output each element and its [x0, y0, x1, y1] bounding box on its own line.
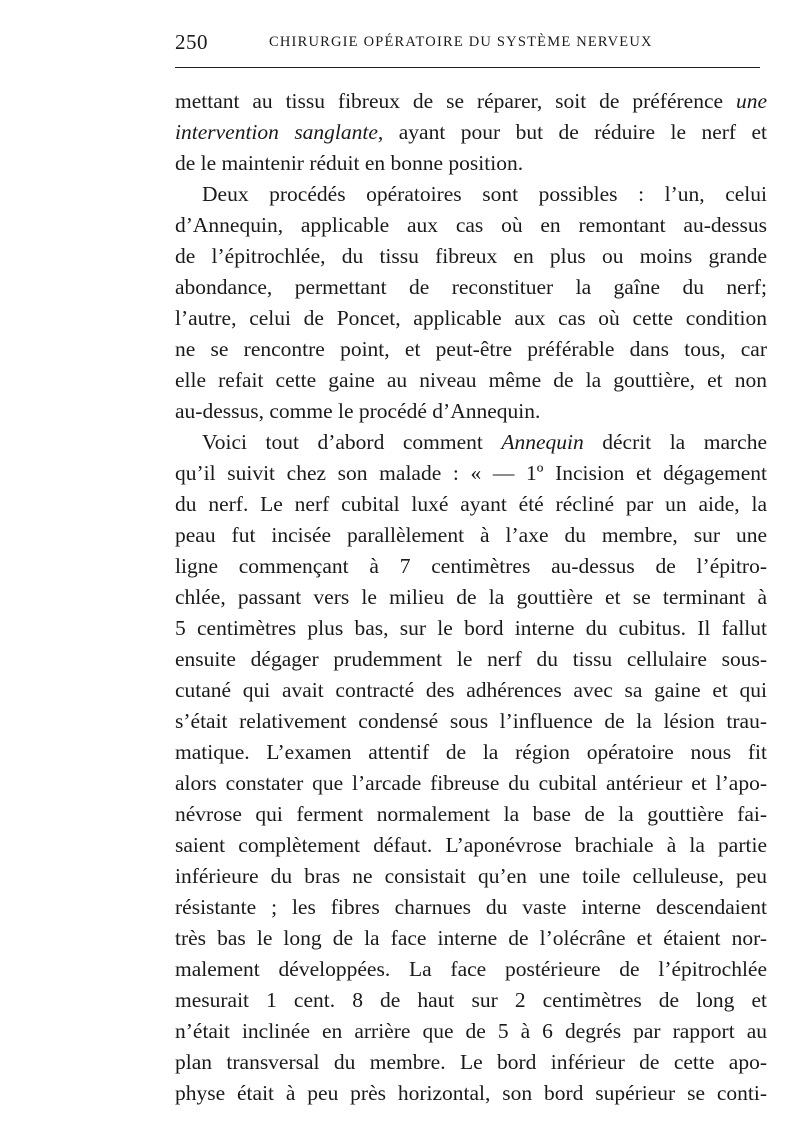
text-line [175, 706, 767, 737]
text-segment: du nerf. Le nerf cubital luxé ayant été récliné par un aide, la [175, 492, 767, 516]
text-line [175, 644, 767, 675]
text-line [175, 241, 767, 272]
text-segment: cutané qui avait contracté des adhérences avec sa gaine et qui [175, 678, 767, 702]
italic-text: intervention sanglante, [175, 120, 384, 144]
text-line [175, 117, 767, 148]
text-segment: résistante ; les fibres charnues du vaste interne descendaient [175, 895, 767, 919]
text-segment: décrit la marche [583, 430, 767, 454]
text-segment: plan transversal du membre. Le bord inférieur de cette apo- [175, 1050, 767, 1074]
text-line [175, 1047, 767, 1078]
paragraph [175, 179, 767, 427]
text-segment: n’était inclinée en arrière que de 5 à 6 degrés par rapport au [175, 1019, 767, 1043]
text-line [175, 985, 767, 1016]
text-segment: abondance, permettant de reconstituer la gaîne du nerf; [175, 275, 767, 299]
paragraph [175, 427, 767, 1109]
text-segment: très bas le long de la face interne de l’olécrâne et étaient nor- [175, 926, 767, 950]
text-segment: ligne commençant à 7 centimètres au-dessus de l’épitro- [175, 554, 767, 578]
text-line [175, 923, 767, 954]
text-line [175, 520, 767, 551]
text-segment: mesurait 1 cent. 8 de haut sur 2 centimètres de long et [175, 988, 767, 1012]
text-line [175, 768, 767, 799]
text-segment: Deux procédés opératoires sont possibles : l’un, celui [202, 182, 767, 206]
running-title: CHIRURGIE OPÉRATOIRE DU SYSTÈME NERVEUX [269, 34, 653, 50]
text-line [175, 1078, 767, 1109]
text-line [175, 799, 767, 830]
paragraph [175, 86, 767, 179]
page-number: 250 [175, 30, 208, 54]
text-segment: inférieure du bras ne consistait qu’en une toile celluleuse, peu [175, 864, 767, 888]
text-line [175, 334, 767, 365]
text-line [175, 210, 767, 241]
text-segment: mettant au tissu fibreux de se réparer, soit de préférence [175, 89, 736, 113]
text-line [175, 861, 767, 892]
body-text [175, 86, 767, 1109]
text-segment: saient complètement défaut. L’aponévrose brachiale à la partie [175, 833, 767, 857]
text-line [175, 954, 767, 985]
text-segment: chlée, passant vers le milieu de la gouttière et se terminant à [175, 585, 767, 609]
text-segment: de le maintenir réduit en bonne position. [175, 151, 524, 175]
text-segment: de l’épitrochlée, du tissu fibreux en plus ou moins grande [175, 244, 767, 268]
text-segment: ensuite dégager prudemment le nerf du tissu cellulaire sous- [175, 647, 767, 671]
text-line [175, 1016, 767, 1047]
text-line [175, 458, 767, 489]
text-line [175, 582, 767, 613]
text-line [175, 830, 767, 861]
text-segment: l’autre, celui de Poncet, applicable aux cas où cette condition [175, 306, 767, 330]
text-segment: alors constater que l’arcade fibreuse du cubital antérieur et l’apo- [175, 771, 767, 795]
text-line [175, 86, 767, 117]
text-line [175, 489, 767, 520]
text-line [175, 303, 767, 334]
italic-text: une [735, 89, 767, 113]
text-segment: s’était relativement condensé sous l’influence de la lésion trau- [175, 709, 767, 733]
text-segment: peau fut incisée parallèlement à l’axe du membre, sur une [175, 523, 767, 547]
text-segment: 5 centimètres plus bas, sur le bord interne du cubitus. Il fallut [175, 616, 767, 640]
text-segment: elle refait cette gaine au niveau même de la gouttière, et non [175, 368, 767, 392]
text-segment: physe était à peu près horizontal, son bord supérieur se conti- [175, 1081, 767, 1105]
text-line [175, 613, 767, 644]
text-segment: malement développées. La face postérieure de l’épitrochlée [175, 957, 767, 981]
text-line [175, 396, 767, 427]
text-line [175, 365, 767, 396]
running-head [175, 30, 760, 54]
text-segment: Voici tout d’abord comment [202, 430, 502, 454]
text-segment: ayant pour but de réduire le nerf et [383, 120, 768, 144]
text-line [175, 551, 767, 582]
text-line [175, 427, 767, 458]
text-segment: névrose qui ferment normalement la base de la gouttière fai- [175, 802, 767, 826]
text-line [175, 148, 767, 179]
text-line [175, 675, 767, 706]
text-line [175, 179, 767, 210]
text-segment: qu’il suivit chez son malade : « — 1º Incision et dégagement [175, 461, 767, 485]
text-segment: au-dessus, comme le procédé d’Annequin. [175, 399, 541, 423]
text-segment: d’Annequin, applicable aux cas où en remontant au-dessus [175, 213, 767, 237]
header-rule [175, 67, 760, 68]
text-line [175, 272, 767, 303]
text-segment: ne se rencontre point, et peut-être préférable dans tous, car [175, 337, 767, 361]
text-segment: matique. L’examen attentif de la région opératoire nous fit [175, 740, 767, 764]
text-line [175, 892, 767, 923]
text-line [175, 737, 767, 768]
italic-text: Annequin [501, 430, 584, 454]
